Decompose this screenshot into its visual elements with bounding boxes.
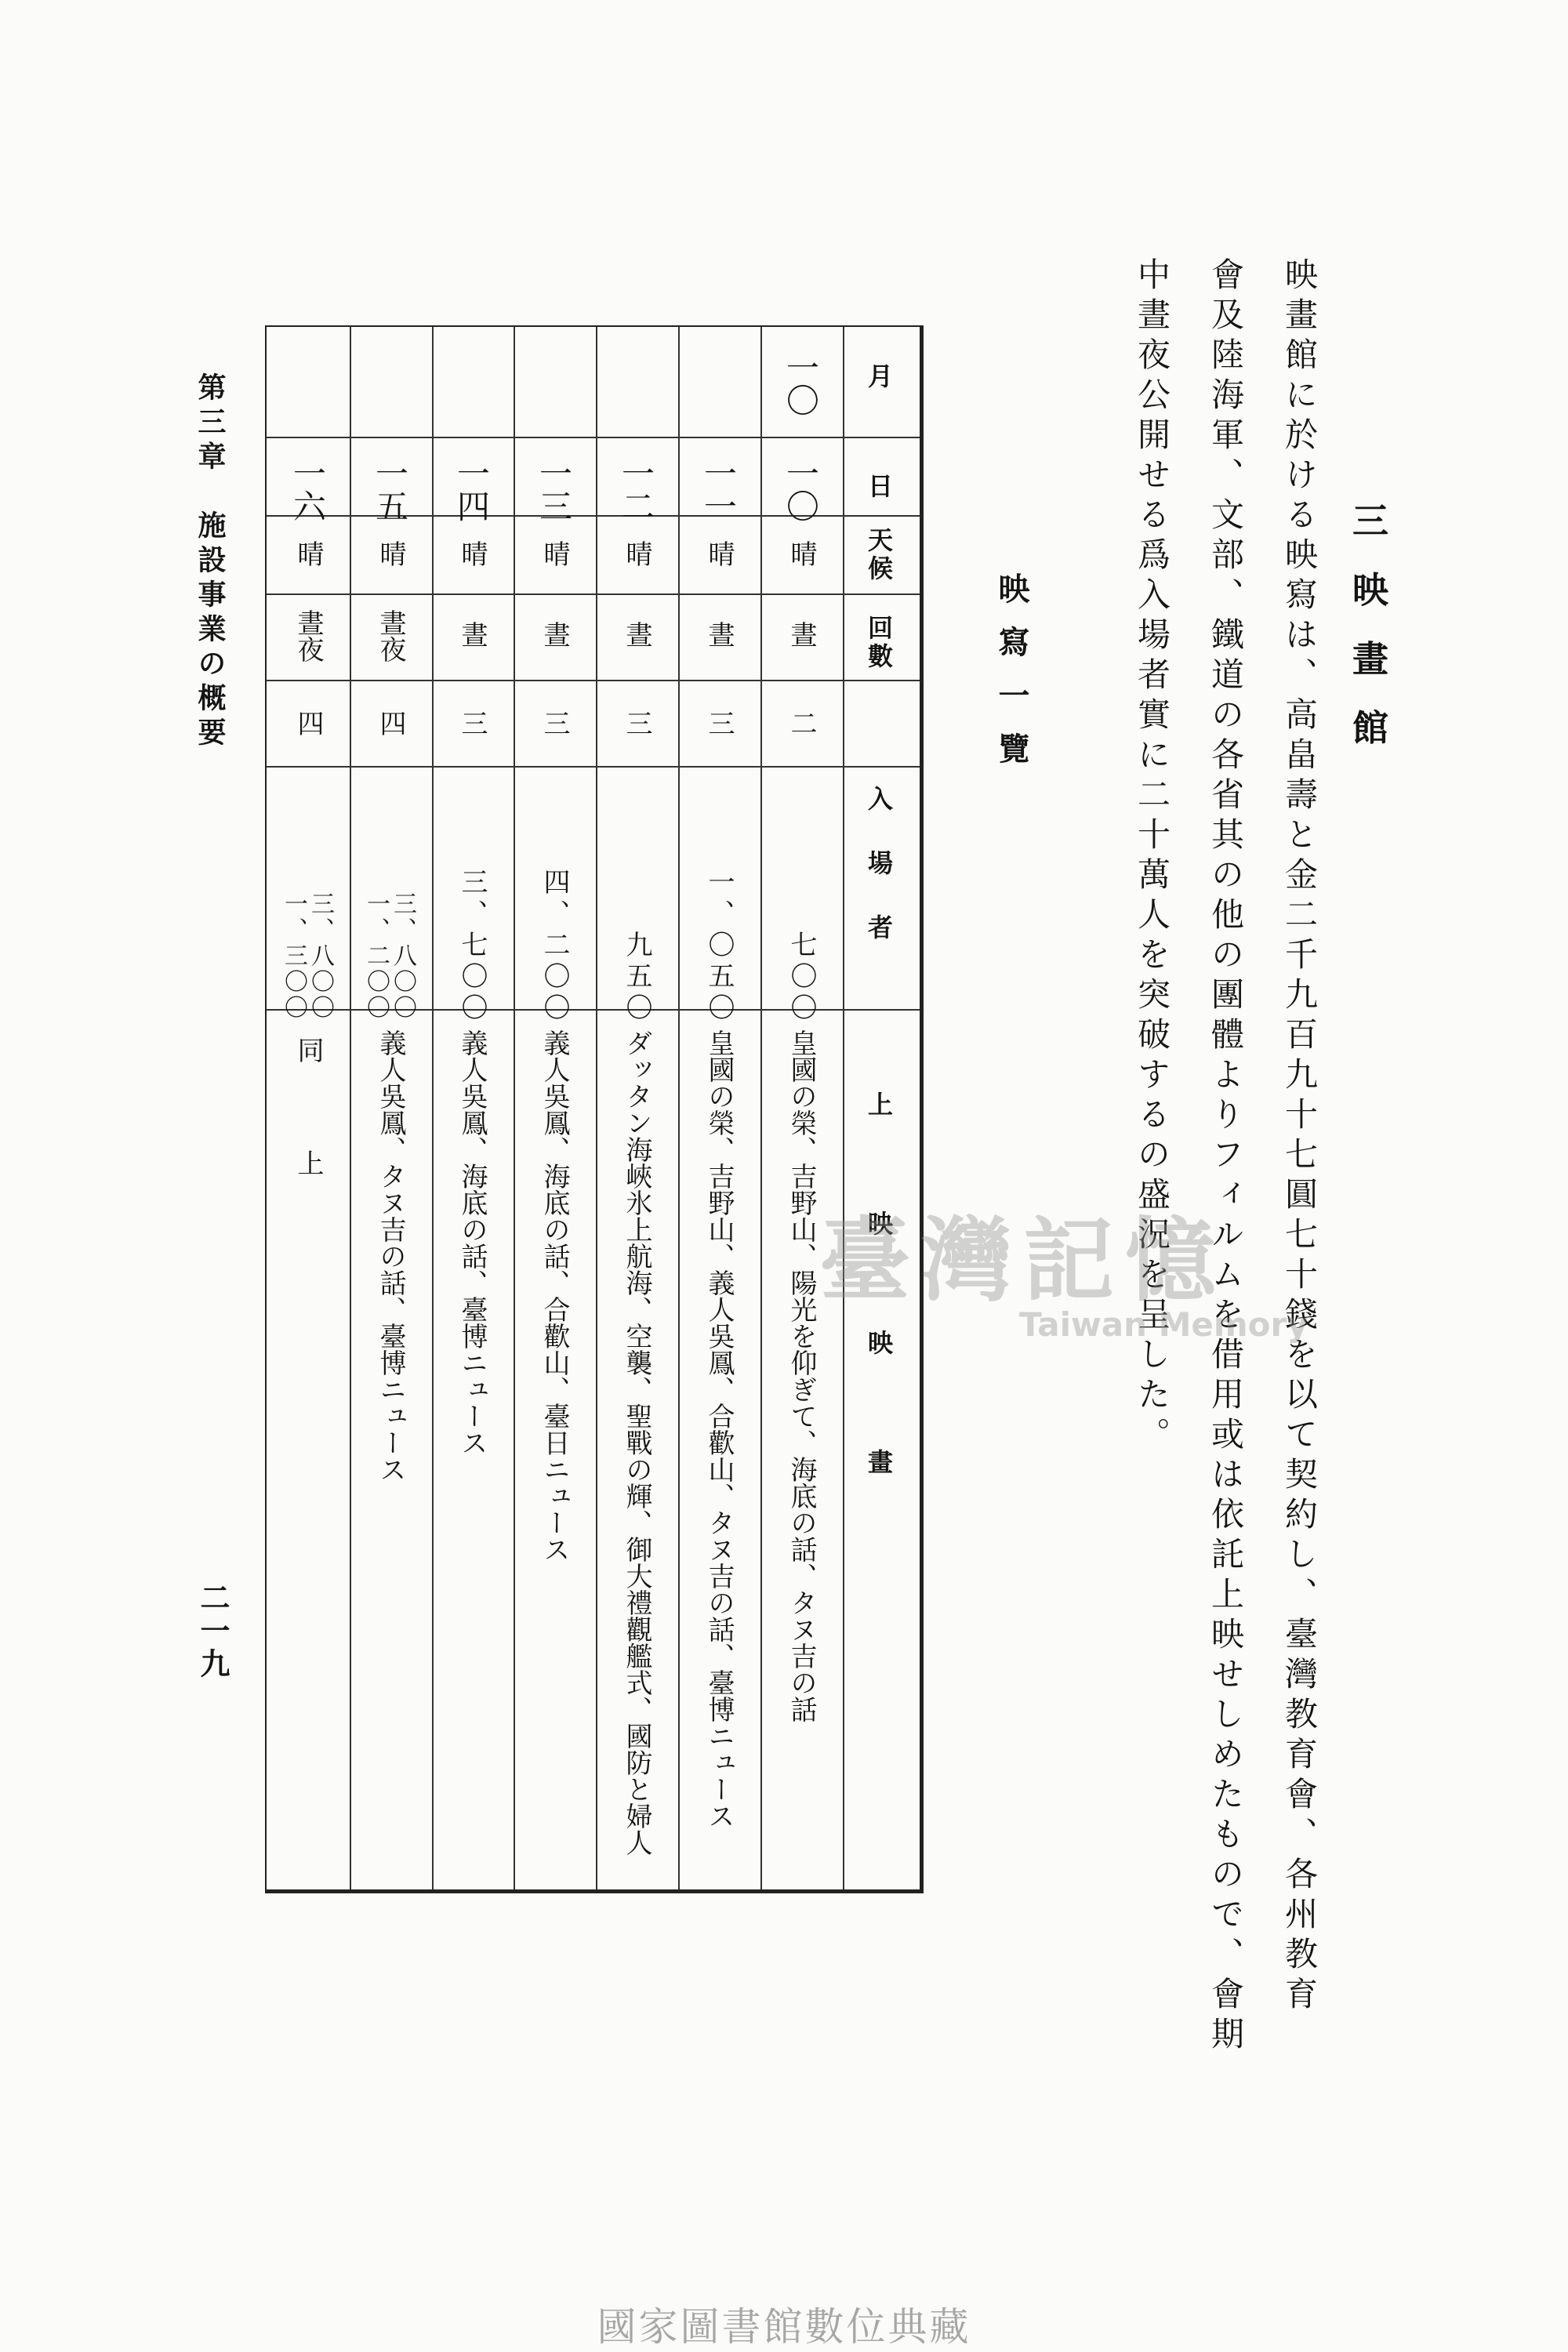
row-weather: 晴 <box>703 540 735 567</box>
page-number: 二一九 <box>195 1582 230 1681</box>
screening-table <box>265 325 924 1893</box>
row-day: 一三 <box>535 456 573 522</box>
table-title: 映寫一覽 <box>993 572 1030 786</box>
row-session: 晝 <box>456 621 488 648</box>
header-visitors: 入場者 <box>864 786 894 978</box>
month-value: 一〇 <box>782 350 820 416</box>
row-day: 一五 <box>371 456 409 522</box>
row-session: 晝 <box>621 621 652 648</box>
row-films: 同上 <box>292 1036 324 1262</box>
row-count: 二 <box>786 710 817 736</box>
row-films: 義人吳鳳、海底の話、臺博ニュース <box>456 1029 488 1456</box>
row-visitors: 三、七〇〇 <box>456 868 488 1025</box>
paragraph-line-1: 映畫館に於ける映寫は、高畠壽と金二千九百九十七圓七十錢を以て契約し、臺灣教育會、各州教育 <box>1280 257 1319 2016</box>
row-day: 一一 <box>699 456 738 522</box>
paragraph-line-2: 會及陸海軍、文部、鐵道の各省其の他の團體よりフィルムを借用或は依託上映せしめたもので、會期 <box>1207 257 1245 2056</box>
watermark-subtext: Taiwan Memory <box>1019 1305 1308 1344</box>
row-day: 一四 <box>452 456 491 522</box>
row-visitors: 七〇〇 <box>786 931 817 1025</box>
header-month: 月 <box>864 363 894 391</box>
row-films: 皇國の榮、吉野山、陽光を仰ぎて、海底の話、タヌ吉の話 <box>786 1029 817 1722</box>
paragraph-line-3: 中晝夜公開せる爲入場者實に二十萬人を突破するの盛況を呈した。 <box>1133 257 1171 1457</box>
row-count: 四 <box>375 710 406 736</box>
row-day: 一二 <box>617 456 655 522</box>
row-visitors-day: 三、八〇〇 <box>307 891 334 1021</box>
row-visitors-night: 一、二〇〇 <box>362 891 390 1021</box>
row-count: 三 <box>456 710 488 736</box>
row-films: ダッタン海峽氷上航海、空襲、聖戰の輝、御大禮觀艦式、國防と婦人 <box>621 1029 652 1856</box>
row-weather: 晴 <box>375 540 406 567</box>
row-visitors-night: 一、三〇〇 <box>280 891 307 1021</box>
row-visitors: 一、〇五〇 <box>703 868 735 1025</box>
row-day: 一〇 <box>782 456 820 522</box>
row-day: 一六 <box>289 456 327 522</box>
row-films: 義人吳鳳、タヌ吉の話、臺博ニュース <box>375 1029 406 1483</box>
row-visitors: 九五〇 <box>621 931 652 1025</box>
header-weather: 天候 <box>864 527 894 583</box>
chapter-heading: 第三章 施設事業の概要 <box>194 372 227 752</box>
row-count: 三 <box>621 710 652 736</box>
row-session: 晝 <box>786 621 817 648</box>
header-count: 回數 <box>864 615 894 671</box>
row-weather: 晴 <box>539 540 570 567</box>
row-session: 晝夜 <box>375 609 406 662</box>
row-weather: 晴 <box>621 540 652 567</box>
row-visitors-day: 三、八〇〇 <box>389 891 416 1021</box>
row-session: 晝夜 <box>292 609 324 662</box>
header-films: 上映映畫 <box>864 1091 894 1568</box>
row-count: 三 <box>703 710 735 736</box>
watermark <box>819 1188 1308 1344</box>
watermark-text: 臺灣記憶 <box>819 1207 1227 1314</box>
row-weather: 晴 <box>292 540 324 567</box>
section-title: 三映畫館 <box>1347 502 1389 778</box>
row-films: 義人吳鳳、海底の話、合歡山、臺日ニュース <box>539 1029 570 1563</box>
row-weather: 晴 <box>456 540 488 567</box>
row-count: 三 <box>539 710 570 736</box>
row-visitors: 四、二〇〇 <box>539 868 570 1025</box>
row-count: 四 <box>292 710 324 736</box>
row-session: 晝 <box>703 621 735 648</box>
row-weather: 晴 <box>786 540 817 567</box>
row-session: 晝 <box>539 621 570 648</box>
header-day: 日 <box>864 473 894 501</box>
library-credit: 國家圖書館數位典藏 <box>597 2304 971 2350</box>
row-films: 皇國の榮、吉野山、義人吳鳳、合歡山、タヌ吉の話、臺博ニュース <box>703 1029 735 1829</box>
